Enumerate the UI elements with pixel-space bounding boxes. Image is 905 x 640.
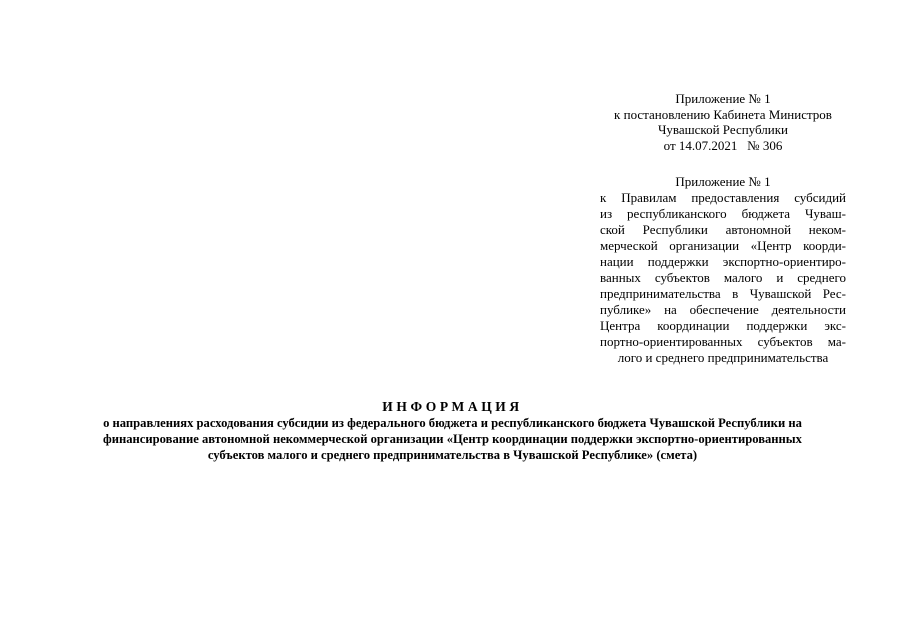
approval-annex-number: Приложение № 1 [675,91,771,106]
approval-date-number: от 14.07.2021 № 306 [663,137,783,153]
annex-line: ванных субъектов малого и среднего [600,270,846,285]
annex-line: нации поддержки экспортно-ориентиро- [600,254,846,269]
annex-line: лого и среднего предпринимательства [617,350,829,365]
annex-title: Приложение № 1 [675,174,771,189]
annex-line: публике» на обеспечение деятельности [600,302,846,317]
annex-line: портно-ориентированных субъектов ма- [600,334,846,349]
subheading-line: о направлениях расходования субсидии из федерального бюджета и республиканского бюджета Чувашской Республики на [103,416,802,430]
annex-line: к Правилам предоставления субсидий [600,190,846,205]
approval-block [600,91,846,153]
document-heading: ИНФОРМАЦИЯ [382,399,523,414]
annex-line: из республиканского бюджета Чуваш- [600,206,846,221]
annex-line: ской Республики автономной неком- [600,222,846,237]
annex-line: Центра координации поддержки экс- [600,318,846,333]
subheading-line: финансирование автономной некоммерческой организации «Центр координации поддержки экспортно-ориентированных [103,432,802,446]
subheading-line: субъектов малого и среднего предпринимательства в Чувашской Республике» (смета) [207,448,698,462]
annex-line: предпринимательства в Чувашской Рес- [600,286,846,301]
approval-republic-line: Чувашской Республики [657,122,789,137]
annex-line: мерческой организации «Центр коорди- [600,238,846,253]
annex-rules-text [600,190,846,366]
document-subheading [40,415,865,463]
approval-resolution-line: к постановлению Кабинета Министров [614,106,832,122]
